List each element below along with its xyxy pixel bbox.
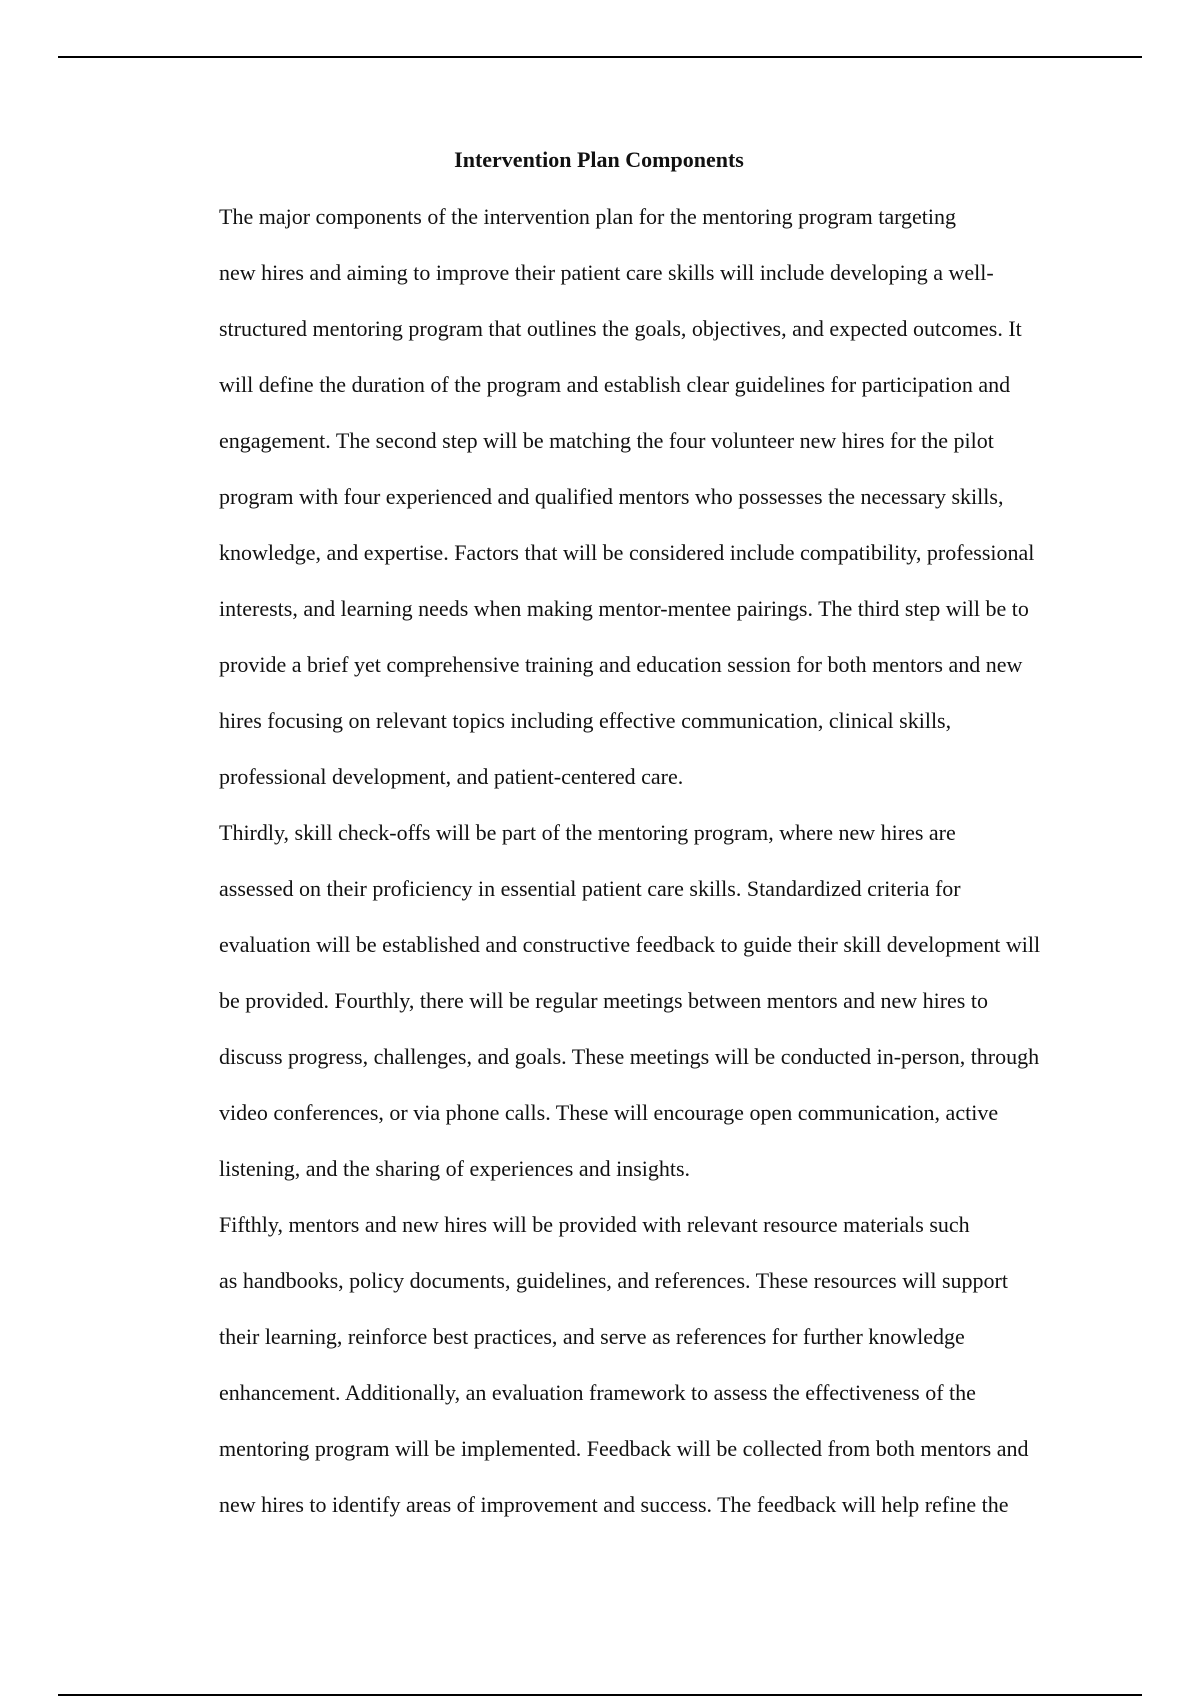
paragraph-line: new hires and aiming to improve their patient care skills will include developing a well- (219, 260, 994, 285)
paragraph-line: video conferences, or via phone calls. These will encourage open communication, active (219, 1100, 999, 1125)
section-heading: Intervention Plan Components (454, 147, 744, 172)
paragraph-line: enhancement. Additionally, an evaluation framework to assess the effectiveness of the (219, 1380, 976, 1405)
paragraph-line: assessed on their proficiency in essential patient care skills. Standardized criteria for (219, 876, 961, 901)
footer-rule (58, 1694, 1142, 1696)
paragraph-line: program with four experienced and qualified mentors who possesses the necessary skills, (219, 484, 1004, 509)
paragraph-2 (146, 805, 1052, 1197)
paragraph-3 (146, 1197, 1052, 1533)
paragraph-line: listening, and the sharing of experiences and insights. (219, 1156, 691, 1181)
paragraph-line: discuss progress, challenges, and goals. These meetings will be conducted in-person, through (219, 1044, 1040, 1069)
header-rule (58, 56, 1142, 58)
paragraph-line: knowledge, and expertise. Factors that will be considered include compatibility, professional (219, 540, 1035, 565)
paragraph-line: provide a brief yet comprehensive training and education session for both mentors and new (219, 652, 1023, 677)
paragraph-line: interests, and learning needs when making mentor-mentee pairings. The third step will be to (219, 596, 1029, 621)
paragraph-line: engagement. The second step will be matching the four volunteer new hires for the pilot (219, 428, 994, 453)
paragraph-line: be provided. Fourthly, there will be regular meetings between mentors and new hires to (219, 988, 988, 1013)
paragraph-line: their learning, reinforce best practices, and serve as references for further knowledge (219, 1324, 965, 1349)
document-body (146, 140, 1052, 1533)
paragraph-line: Thirdly, skill check-offs will be part of the mentoring program, where new hires are (219, 820, 956, 845)
paragraph-1 (146, 189, 1052, 805)
paragraph-line: evaluation will be established and constructive feedback to guide their skill development will (219, 932, 1041, 957)
paragraph-line: hires focusing on relevant topics including effective communication, clinical skills, (219, 708, 952, 733)
paragraph-line: structured mentoring program that outlines the goals, objectives, and expected outcomes. It (219, 316, 1022, 341)
paragraph-line: Fifthly, mentors and new hires will be provided with relevant resource materials such (219, 1212, 970, 1237)
paragraph-line: as handbooks, policy documents, guidelines, and references. These resources will support (219, 1268, 1008, 1293)
paragraph-line: will define the duration of the program and establish clear guidelines for participation and (219, 372, 1011, 397)
paragraph-line: new hires to identify areas of improvement and success. The feedback will help refine the (219, 1492, 1009, 1517)
paragraph-line: mentoring program will be implemented. Feedback will be collected from both mentors and (219, 1436, 1029, 1461)
paragraph-line: professional development, and patient-centered care. (219, 764, 684, 789)
paragraph-line: The major components of the intervention plan for the mentoring program targeting (219, 204, 956, 229)
